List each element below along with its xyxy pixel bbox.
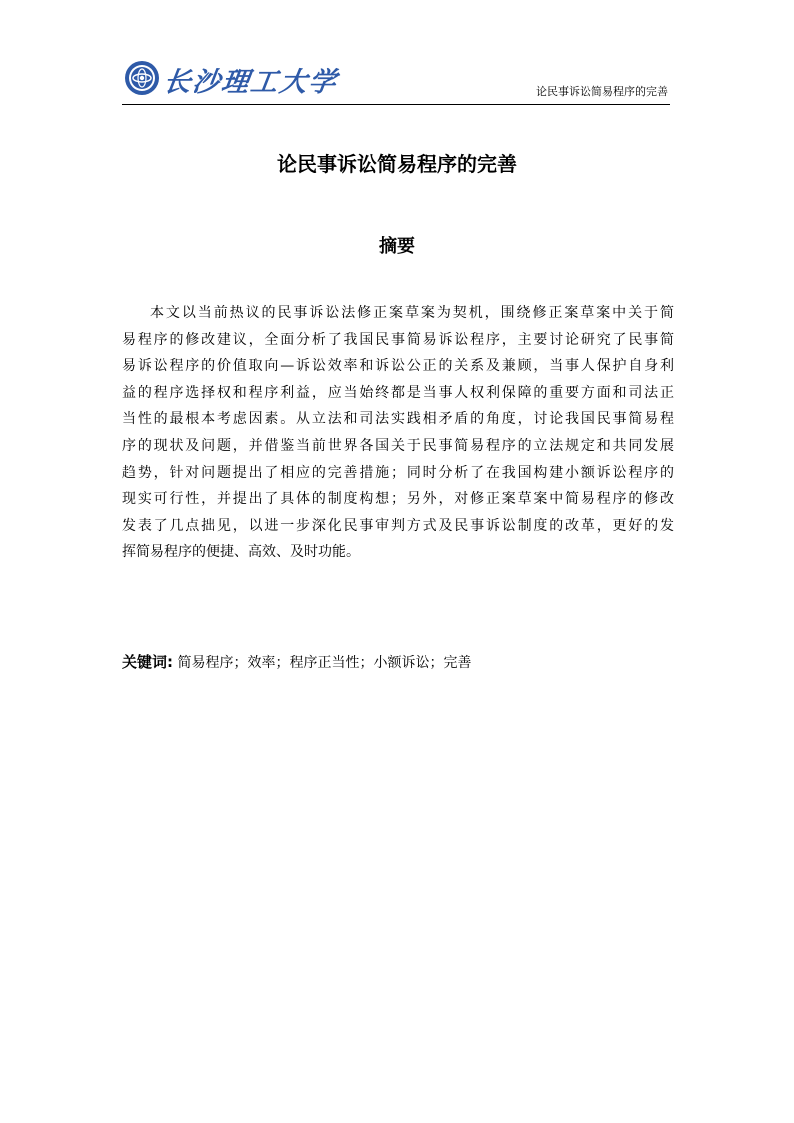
abstract-line: 挥简易程序的便捷、高效、及时功能。 — [122, 544, 360, 561]
abstract-line: 易诉讼程序的价值取向—诉讼效率和诉讼公正的关系及兼顾，当事人保护自身利 — [122, 358, 674, 375]
abstract-line: 序的现状及问题，并借鉴当前世界各国关于民事简易程序的立法规定和共同发展 — [122, 437, 674, 454]
keywords-value: 简易程序；效率；程序正当性；小额诉讼；完善 — [177, 655, 472, 671]
abstract-line: 发表了几点拙见，以进一步深化民事审判方式及民事诉讼制度的改革，更好的发 — [122, 517, 674, 534]
abstract-line: 现实可行性，并提出了具体的制度构想；另外，对修正案草案中简易程序的修改 — [122, 491, 674, 508]
keywords-label: 关键词: — [122, 653, 173, 671]
page-header — [122, 54, 670, 105]
running-title: 论民事诉讼简易程序的完善 — [536, 85, 668, 98]
document-title: 论民事诉讼简易程序的完善 — [277, 152, 517, 176]
abstract-line: 本文以当前热议的民事诉讼法修正案草案为契机，围绕修正案草案中关于简 — [150, 305, 674, 321]
abstract-line: 趋势，针对问题提出了相应的完善措施；同时分析了在我国构建小额诉讼程序的 — [122, 464, 674, 481]
university-seal-icon — [124, 60, 160, 96]
abstract-line: 易程序的修改建议，全面分析了我国民事简易诉讼程序，主要讨论研究了民事简 — [122, 331, 674, 348]
abstract-heading: 摘要 — [379, 236, 415, 257]
abstract-line: 当性的最根本考虑因素。从立法和司法实践相矛盾的角度，讨论我国民事简易程 — [122, 411, 674, 428]
abstract-line: 益的程序选择权和程序利益，应当始终都是当事人权利保障的重要方面和司法正 — [122, 384, 674, 401]
abstract-body — [122, 300, 674, 566]
university-logo-text: 长沙理工大学 — [161, 67, 340, 98]
keywords — [122, 652, 471, 673]
